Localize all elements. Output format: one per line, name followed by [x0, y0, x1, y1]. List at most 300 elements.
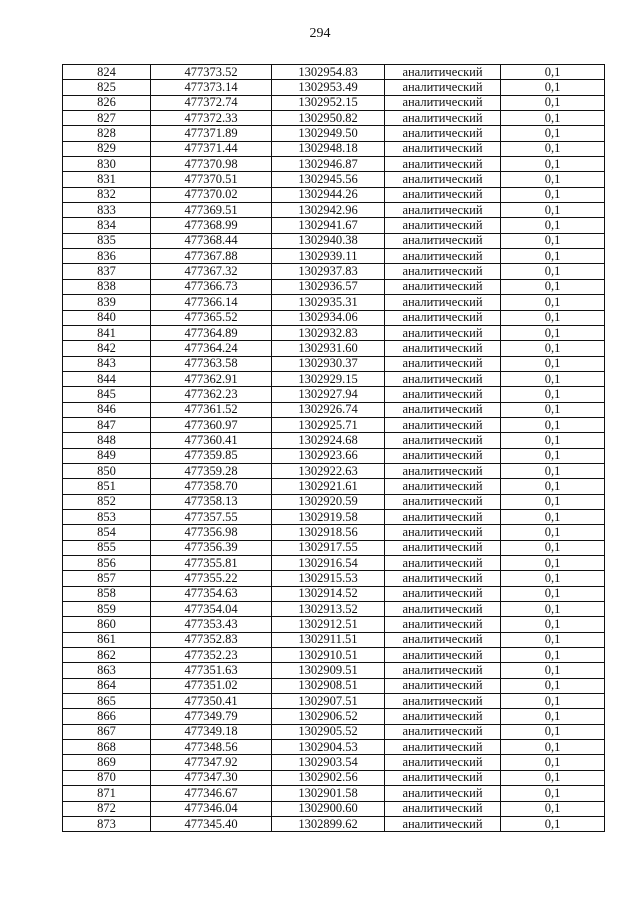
x-coordinate-cell: 477349.79	[151, 709, 272, 724]
method-cell: аналитический	[385, 479, 501, 494]
y-coordinate-cell: 1302935.31	[272, 295, 385, 310]
y-coordinate-cell: 1302899.62	[272, 816, 385, 831]
x-coordinate-cell: 477373.14	[151, 80, 272, 95]
point-number-cell: 849	[63, 448, 151, 463]
accuracy-cell: 0,1	[501, 172, 605, 187]
point-number-cell: 845	[63, 387, 151, 402]
x-coordinate-cell: 477352.83	[151, 632, 272, 647]
accuracy-cell: 0,1	[501, 755, 605, 770]
point-number-cell: 854	[63, 525, 151, 540]
y-coordinate-cell: 1302923.66	[272, 448, 385, 463]
accuracy-cell: 0,1	[501, 218, 605, 233]
point-number-cell: 851	[63, 479, 151, 494]
x-coordinate-cell: 477372.33	[151, 111, 272, 126]
table-row	[63, 295, 605, 310]
y-coordinate-cell: 1302946.87	[272, 157, 385, 172]
point-number-cell: 865	[63, 694, 151, 709]
point-number-cell: 859	[63, 602, 151, 617]
point-number-cell: 856	[63, 556, 151, 571]
method-cell: аналитический	[385, 571, 501, 586]
method-cell: аналитический	[385, 709, 501, 724]
x-coordinate-cell: 477372.74	[151, 95, 272, 110]
table-row	[63, 187, 605, 202]
y-coordinate-cell: 1302954.83	[272, 65, 385, 80]
method-cell: аналитический	[385, 755, 501, 770]
point-number-cell: 831	[63, 172, 151, 187]
x-coordinate-cell: 477368.44	[151, 233, 272, 248]
x-coordinate-cell: 477354.63	[151, 586, 272, 601]
y-coordinate-cell: 1302901.58	[272, 786, 385, 801]
accuracy-cell: 0,1	[501, 694, 605, 709]
x-coordinate-cell: 477370.02	[151, 187, 272, 202]
table-row	[63, 387, 605, 402]
accuracy-cell: 0,1	[501, 141, 605, 156]
accuracy-cell: 0,1	[501, 433, 605, 448]
x-coordinate-cell: 477357.55	[151, 509, 272, 524]
x-coordinate-cell: 477349.18	[151, 724, 272, 739]
method-cell: аналитический	[385, 648, 501, 663]
table-row	[63, 264, 605, 279]
table-row	[63, 356, 605, 371]
y-coordinate-cell: 1302949.50	[272, 126, 385, 141]
accuracy-cell: 0,1	[501, 540, 605, 555]
page-number: 294	[309, 26, 331, 41]
method-cell: аналитический	[385, 325, 501, 340]
point-number-cell: 861	[63, 632, 151, 647]
point-number-cell: 828	[63, 126, 151, 141]
y-coordinate-cell: 1302906.52	[272, 709, 385, 724]
y-coordinate-cell: 1302940.38	[272, 233, 385, 248]
table-row	[63, 709, 605, 724]
y-coordinate-cell: 1302919.58	[272, 509, 385, 524]
accuracy-cell: 0,1	[501, 586, 605, 601]
method-cell: аналитический	[385, 233, 501, 248]
accuracy-cell: 0,1	[501, 187, 605, 202]
table-row	[63, 602, 605, 617]
method-cell: аналитический	[385, 111, 501, 126]
table-row	[63, 233, 605, 248]
table-row	[63, 740, 605, 755]
y-coordinate-cell: 1302953.49	[272, 80, 385, 95]
coordinates-table-body	[63, 65, 605, 832]
point-number-cell: 846	[63, 402, 151, 417]
x-coordinate-cell: 477356.39	[151, 540, 272, 555]
accuracy-cell: 0,1	[501, 632, 605, 647]
y-coordinate-cell: 1302917.55	[272, 540, 385, 555]
y-coordinate-cell: 1302910.51	[272, 648, 385, 663]
table-row	[63, 203, 605, 218]
y-coordinate-cell: 1302944.26	[272, 187, 385, 202]
accuracy-cell: 0,1	[501, 571, 605, 586]
method-cell: аналитический	[385, 509, 501, 524]
point-number-cell: 834	[63, 218, 151, 233]
accuracy-cell: 0,1	[501, 709, 605, 724]
x-coordinate-cell: 477364.24	[151, 341, 272, 356]
table-row	[63, 525, 605, 540]
x-coordinate-cell: 477346.67	[151, 786, 272, 801]
accuracy-cell: 0,1	[501, 556, 605, 571]
table-row	[63, 571, 605, 586]
method-cell: аналитический	[385, 463, 501, 478]
x-coordinate-cell: 477369.51	[151, 203, 272, 218]
point-number-cell: 825	[63, 80, 151, 95]
y-coordinate-cell: 1302911.51	[272, 632, 385, 647]
table-row	[63, 417, 605, 432]
point-number-cell: 826	[63, 95, 151, 110]
accuracy-cell: 0,1	[501, 525, 605, 540]
y-coordinate-cell: 1302945.56	[272, 172, 385, 187]
method-cell: аналитический	[385, 801, 501, 816]
y-coordinate-cell: 1302950.82	[272, 111, 385, 126]
y-coordinate-cell: 1302925.71	[272, 417, 385, 432]
x-coordinate-cell: 477345.40	[151, 816, 272, 831]
x-coordinate-cell: 477360.41	[151, 433, 272, 448]
table-row	[63, 433, 605, 448]
point-number-cell: 855	[63, 540, 151, 555]
accuracy-cell: 0,1	[501, 494, 605, 509]
x-coordinate-cell: 477355.81	[151, 556, 272, 571]
y-coordinate-cell: 1302920.59	[272, 494, 385, 509]
method-cell: аналитический	[385, 617, 501, 632]
accuracy-cell: 0,1	[501, 801, 605, 816]
x-coordinate-cell: 477348.56	[151, 740, 272, 755]
accuracy-cell: 0,1	[501, 264, 605, 279]
point-number-cell: 866	[63, 709, 151, 724]
method-cell: аналитический	[385, 402, 501, 417]
accuracy-cell: 0,1	[501, 111, 605, 126]
x-coordinate-cell: 477365.52	[151, 310, 272, 325]
table-row	[63, 694, 605, 709]
table-row	[63, 95, 605, 110]
point-number-cell: 872	[63, 801, 151, 816]
point-number-cell: 860	[63, 617, 151, 632]
table-row	[63, 786, 605, 801]
method-cell: аналитический	[385, 433, 501, 448]
table-row	[63, 770, 605, 785]
accuracy-cell: 0,1	[501, 325, 605, 340]
x-coordinate-cell: 477358.13	[151, 494, 272, 509]
table-row	[63, 402, 605, 417]
y-coordinate-cell: 1302904.53	[272, 740, 385, 755]
x-coordinate-cell: 477351.02	[151, 678, 272, 693]
point-number-cell: 830	[63, 157, 151, 172]
x-coordinate-cell: 477356.98	[151, 525, 272, 540]
y-coordinate-cell: 1302936.57	[272, 279, 385, 294]
table-row	[63, 648, 605, 663]
x-coordinate-cell: 477354.04	[151, 602, 272, 617]
y-coordinate-cell: 1302909.51	[272, 663, 385, 678]
x-coordinate-cell: 477370.98	[151, 157, 272, 172]
point-number-cell: 863	[63, 663, 151, 678]
accuracy-cell: 0,1	[501, 157, 605, 172]
point-number-cell: 852	[63, 494, 151, 509]
x-coordinate-cell: 477368.99	[151, 218, 272, 233]
method-cell: аналитический	[385, 724, 501, 739]
point-number-cell: 857	[63, 571, 151, 586]
x-coordinate-cell: 477347.30	[151, 770, 272, 785]
accuracy-cell: 0,1	[501, 786, 605, 801]
y-coordinate-cell: 1302932.83	[272, 325, 385, 340]
table-row	[63, 310, 605, 325]
method-cell: аналитический	[385, 356, 501, 371]
accuracy-cell: 0,1	[501, 295, 605, 310]
accuracy-cell: 0,1	[501, 341, 605, 356]
method-cell: аналитический	[385, 632, 501, 647]
point-number-cell: 864	[63, 678, 151, 693]
y-coordinate-cell: 1302907.51	[272, 694, 385, 709]
accuracy-cell: 0,1	[501, 80, 605, 95]
table-row	[63, 755, 605, 770]
accuracy-cell: 0,1	[501, 65, 605, 80]
table-row	[63, 141, 605, 156]
x-coordinate-cell: 477355.22	[151, 571, 272, 586]
point-number-cell: 827	[63, 111, 151, 126]
point-number-cell: 848	[63, 433, 151, 448]
table-row	[63, 218, 605, 233]
point-number-cell: 850	[63, 463, 151, 478]
method-cell: аналитический	[385, 341, 501, 356]
point-number-cell: 868	[63, 740, 151, 755]
y-coordinate-cell: 1302926.74	[272, 402, 385, 417]
x-coordinate-cell: 477362.91	[151, 371, 272, 386]
point-number-cell: 829	[63, 141, 151, 156]
table-row	[63, 509, 605, 524]
method-cell: аналитический	[385, 249, 501, 264]
table-row	[63, 479, 605, 494]
x-coordinate-cell: 477346.04	[151, 801, 272, 816]
accuracy-cell: 0,1	[501, 356, 605, 371]
point-number-cell: 842	[63, 341, 151, 356]
point-number-cell: 839	[63, 295, 151, 310]
method-cell: аналитический	[385, 126, 501, 141]
method-cell: аналитический	[385, 95, 501, 110]
y-coordinate-cell: 1302912.51	[272, 617, 385, 632]
point-number-cell: 870	[63, 770, 151, 785]
accuracy-cell: 0,1	[501, 310, 605, 325]
y-coordinate-cell: 1302931.60	[272, 341, 385, 356]
table-row	[63, 80, 605, 95]
accuracy-cell: 0,1	[501, 417, 605, 432]
y-coordinate-cell: 1302913.52	[272, 602, 385, 617]
y-coordinate-cell: 1302900.60	[272, 801, 385, 816]
accuracy-cell: 0,1	[501, 602, 605, 617]
accuracy-cell: 0,1	[501, 126, 605, 141]
table-row	[63, 157, 605, 172]
y-coordinate-cell: 1302908.51	[272, 678, 385, 693]
y-coordinate-cell: 1302905.52	[272, 724, 385, 739]
x-coordinate-cell: 477366.73	[151, 279, 272, 294]
y-coordinate-cell: 1302916.54	[272, 556, 385, 571]
accuracy-cell: 0,1	[501, 249, 605, 264]
accuracy-cell: 0,1	[501, 279, 605, 294]
point-number-cell: 867	[63, 724, 151, 739]
y-coordinate-cell: 1302937.83	[272, 264, 385, 279]
table-row	[63, 801, 605, 816]
point-number-cell: 840	[63, 310, 151, 325]
x-coordinate-cell: 477362.23	[151, 387, 272, 402]
accuracy-cell: 0,1	[501, 387, 605, 402]
table-row	[63, 463, 605, 478]
point-number-cell: 869	[63, 755, 151, 770]
accuracy-cell: 0,1	[501, 509, 605, 524]
accuracy-cell: 0,1	[501, 740, 605, 755]
method-cell: аналитический	[385, 556, 501, 571]
x-coordinate-cell: 477361.52	[151, 402, 272, 417]
table-row	[63, 540, 605, 555]
table-row	[63, 279, 605, 294]
x-coordinate-cell: 477364.89	[151, 325, 272, 340]
accuracy-cell: 0,1	[501, 203, 605, 218]
method-cell: аналитический	[385, 65, 501, 80]
table-row	[63, 341, 605, 356]
method-cell: аналитический	[385, 203, 501, 218]
point-number-cell: 862	[63, 648, 151, 663]
x-coordinate-cell: 477373.52	[151, 65, 272, 80]
accuracy-cell: 0,1	[501, 663, 605, 678]
method-cell: аналитический	[385, 310, 501, 325]
method-cell: аналитический	[385, 540, 501, 555]
method-cell: аналитический	[385, 187, 501, 202]
method-cell: аналитический	[385, 264, 501, 279]
y-coordinate-cell: 1302930.37	[272, 356, 385, 371]
x-coordinate-cell: 477359.28	[151, 463, 272, 478]
table-row	[63, 249, 605, 264]
y-coordinate-cell: 1302924.68	[272, 433, 385, 448]
accuracy-cell: 0,1	[501, 95, 605, 110]
method-cell: аналитический	[385, 740, 501, 755]
method-cell: аналитический	[385, 602, 501, 617]
x-coordinate-cell: 477360.97	[151, 417, 272, 432]
x-coordinate-cell: 477367.88	[151, 249, 272, 264]
table-row	[63, 617, 605, 632]
table-row	[63, 494, 605, 509]
point-number-cell: 843	[63, 356, 151, 371]
method-cell: аналитический	[385, 80, 501, 95]
y-coordinate-cell: 1302934.06	[272, 310, 385, 325]
point-number-cell: 853	[63, 509, 151, 524]
method-cell: аналитический	[385, 494, 501, 509]
method-cell: аналитический	[385, 694, 501, 709]
x-coordinate-cell: 477371.44	[151, 141, 272, 156]
y-coordinate-cell: 1302914.52	[272, 586, 385, 601]
accuracy-cell: 0,1	[501, 678, 605, 693]
x-coordinate-cell: 477358.70	[151, 479, 272, 494]
y-coordinate-cell: 1302927.94	[272, 387, 385, 402]
method-cell: аналитический	[385, 525, 501, 540]
y-coordinate-cell: 1302948.18	[272, 141, 385, 156]
y-coordinate-cell: 1302942.96	[272, 203, 385, 218]
point-number-cell: 836	[63, 249, 151, 264]
table-row	[63, 556, 605, 571]
point-number-cell: 838	[63, 279, 151, 294]
method-cell: аналитический	[385, 141, 501, 156]
x-coordinate-cell: 477366.14	[151, 295, 272, 310]
point-number-cell: 837	[63, 264, 151, 279]
accuracy-cell: 0,1	[501, 648, 605, 663]
point-number-cell: 844	[63, 371, 151, 386]
accuracy-cell: 0,1	[501, 371, 605, 386]
method-cell: аналитический	[385, 218, 501, 233]
table-row	[63, 663, 605, 678]
method-cell: аналитический	[385, 417, 501, 432]
point-number-cell: 835	[63, 233, 151, 248]
method-cell: аналитический	[385, 586, 501, 601]
table-row	[63, 172, 605, 187]
method-cell: аналитический	[385, 770, 501, 785]
y-coordinate-cell: 1302939.11	[272, 249, 385, 264]
point-number-cell: 873	[63, 816, 151, 831]
y-coordinate-cell: 1302929.15	[272, 371, 385, 386]
x-coordinate-cell: 477363.58	[151, 356, 272, 371]
y-coordinate-cell: 1302915.53	[272, 571, 385, 586]
y-coordinate-cell: 1302922.63	[272, 463, 385, 478]
x-coordinate-cell: 477359.85	[151, 448, 272, 463]
point-number-cell: 833	[63, 203, 151, 218]
method-cell: аналитический	[385, 816, 501, 831]
x-coordinate-cell: 477351.63	[151, 663, 272, 678]
accuracy-cell: 0,1	[501, 617, 605, 632]
method-cell: аналитический	[385, 786, 501, 801]
method-cell: аналитический	[385, 663, 501, 678]
accuracy-cell: 0,1	[501, 233, 605, 248]
table-row	[63, 126, 605, 141]
point-number-cell: 871	[63, 786, 151, 801]
table-row	[63, 448, 605, 463]
x-coordinate-cell: 477347.92	[151, 755, 272, 770]
table-row	[63, 586, 605, 601]
x-coordinate-cell: 477370.51	[151, 172, 272, 187]
method-cell: аналитический	[385, 172, 501, 187]
table-row	[63, 325, 605, 340]
point-number-cell: 847	[63, 417, 151, 432]
x-coordinate-cell: 477350.41	[151, 694, 272, 709]
y-coordinate-cell: 1302941.67	[272, 218, 385, 233]
table-row	[63, 816, 605, 831]
point-number-cell: 824	[63, 65, 151, 80]
method-cell: аналитический	[385, 371, 501, 386]
y-coordinate-cell: 1302903.54	[272, 755, 385, 770]
table-row	[63, 371, 605, 386]
table-row	[63, 632, 605, 647]
y-coordinate-cell: 1302918.56	[272, 525, 385, 540]
x-coordinate-cell: 477367.32	[151, 264, 272, 279]
y-coordinate-cell: 1302902.56	[272, 770, 385, 785]
table-row	[63, 65, 605, 80]
method-cell: аналитический	[385, 678, 501, 693]
point-number-cell: 832	[63, 187, 151, 202]
method-cell: аналитический	[385, 295, 501, 310]
table-row	[63, 111, 605, 126]
accuracy-cell: 0,1	[501, 402, 605, 417]
accuracy-cell: 0,1	[501, 816, 605, 831]
coordinates-table	[62, 64, 605, 832]
method-cell: аналитический	[385, 448, 501, 463]
table-row	[63, 724, 605, 739]
x-coordinate-cell: 477371.89	[151, 126, 272, 141]
point-number-cell: 841	[63, 325, 151, 340]
x-coordinate-cell: 477353.43	[151, 617, 272, 632]
accuracy-cell: 0,1	[501, 463, 605, 478]
x-coordinate-cell: 477352.23	[151, 648, 272, 663]
table-row	[63, 678, 605, 693]
accuracy-cell: 0,1	[501, 770, 605, 785]
y-coordinate-cell: 1302952.15	[272, 95, 385, 110]
method-cell: аналитический	[385, 387, 501, 402]
point-number-cell: 858	[63, 586, 151, 601]
accuracy-cell: 0,1	[501, 479, 605, 494]
method-cell: аналитический	[385, 157, 501, 172]
y-coordinate-cell: 1302921.61	[272, 479, 385, 494]
